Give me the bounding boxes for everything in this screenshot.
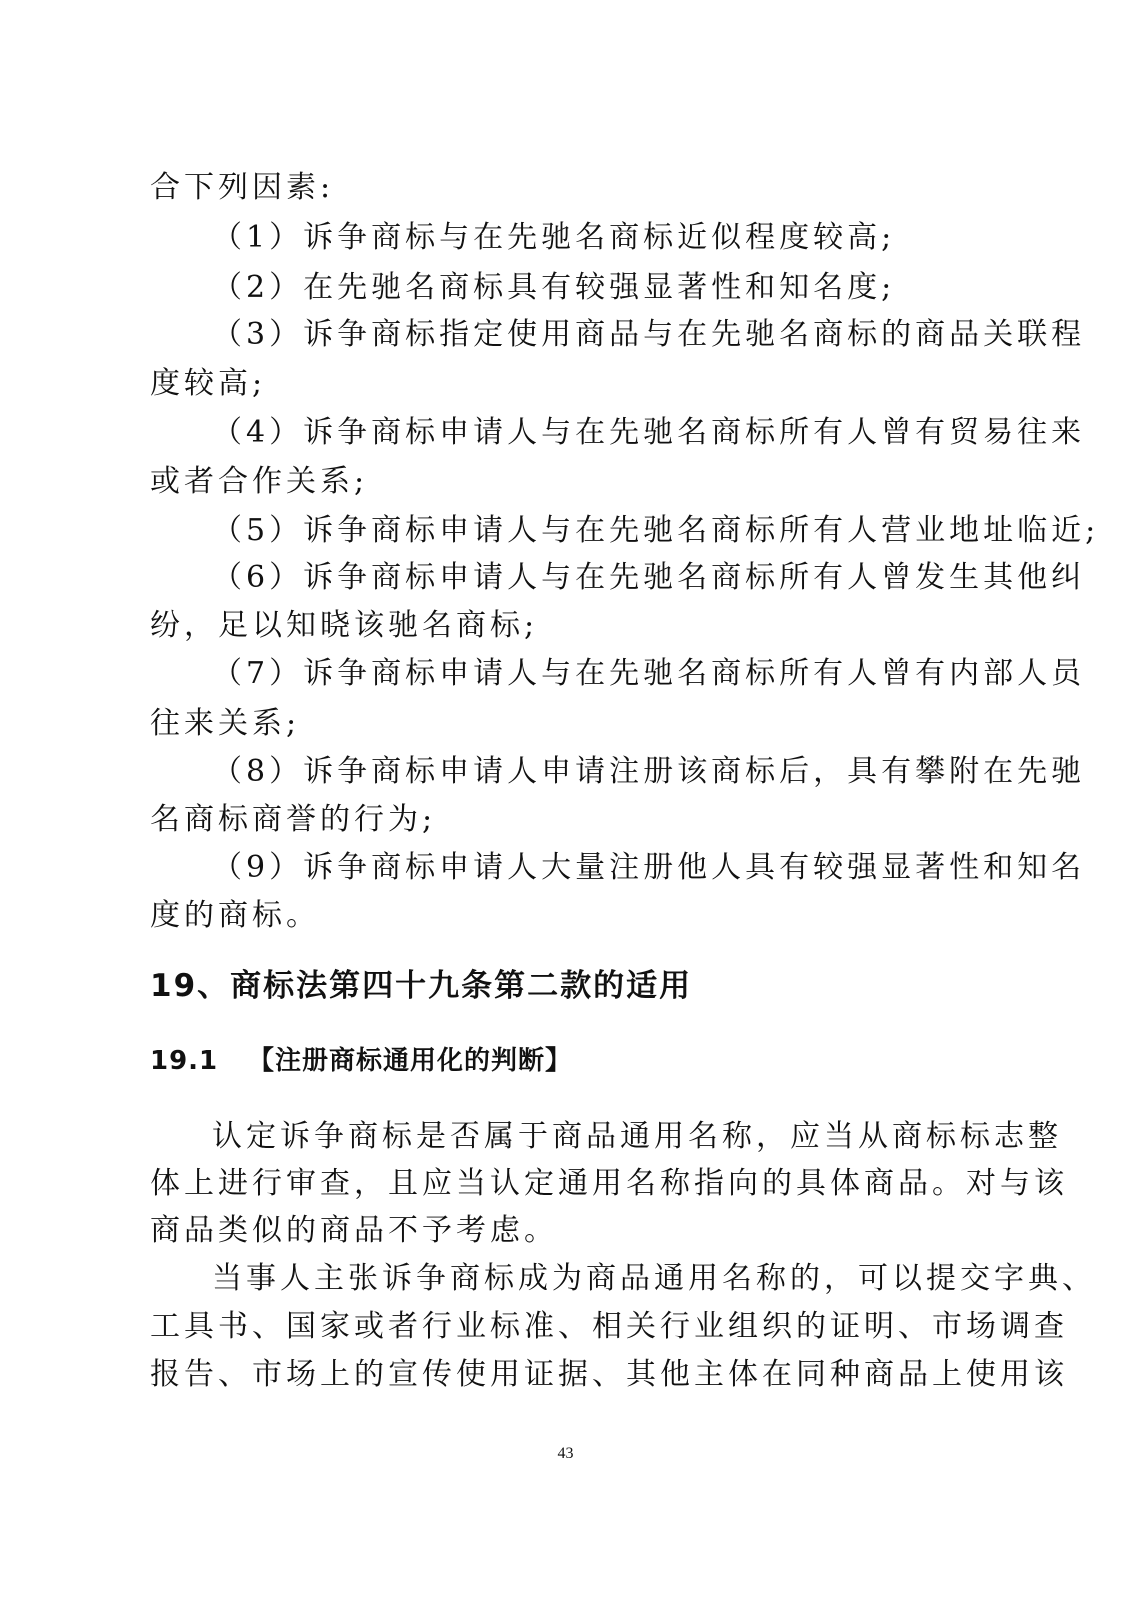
text-line: 商品类似的商品不予考虑。: [150, 1213, 558, 1248]
text-line: （2）在先驰名商标具有较强显著性和知名度;: [212, 270, 896, 305]
text-line: 当事人主张诉争商标成为商品通用名称的，可以提交字典、: [212, 1261, 1096, 1296]
text-line: （9）诉争商标申请人大量注册他人具有较强显著性和知名: [212, 850, 1086, 885]
text-line: 纷，足以知晓该驰名商标;: [150, 608, 539, 643]
text-line: 认定诉争商标是否属于商品通用名称，应当从商标标志整: [212, 1119, 1062, 1154]
text-line: （3）诉争商标指定使用商品与在先驰名商标的商品关联程: [212, 317, 1086, 352]
text-line: （5）诉争商标申请人与在先驰名商标所有人营业地址临近;: [212, 513, 1100, 548]
text-line: 或者合作关系;: [150, 464, 369, 499]
text-line: （1）诉争商标与在先驰名商标近似程度较高;: [212, 220, 896, 255]
section-heading: 19、商标法第四十九条第二款的适用: [150, 968, 693, 1004]
text-line: 报告、市场上的宣传使用证据、其他主体在同种商品上使用该: [150, 1357, 1068, 1392]
text-line: （4）诉争商标申请人与在先驰名商标所有人曾有贸易往来: [212, 415, 1086, 450]
text-line: 度的商标。: [150, 898, 320, 933]
subsection-number: 19.1: [150, 1046, 219, 1076]
text-line: 体上进行审查，且应当认定通用名称指向的具体商品。对与该: [150, 1166, 1068, 1201]
text-line: 名商标商誉的行为;: [150, 802, 437, 837]
subsection-title: 【注册商标通用化的判断】: [248, 1046, 573, 1076]
text-line: 工具书、国家或者行业标准、相关行业组织的证明、市场调查: [150, 1309, 1068, 1344]
text-line: （8）诉争商标申请人申请注册该商标后，具有攀附在先驰: [212, 754, 1086, 789]
text-line: 合下列因素:: [150, 170, 335, 205]
text-line: （6）诉争商标申请人与在先驰名商标所有人曾发生其他纠: [212, 560, 1086, 595]
subsection-heading: [150, 1043, 572, 1079]
text-line: 往来关系;: [150, 706, 301, 741]
text-line: （7）诉争商标申请人与在先驰名商标所有人曾有内部人员: [212, 656, 1086, 691]
page-number: 43: [557, 1445, 574, 1462]
text-line: 度较高;: [150, 366, 267, 401]
